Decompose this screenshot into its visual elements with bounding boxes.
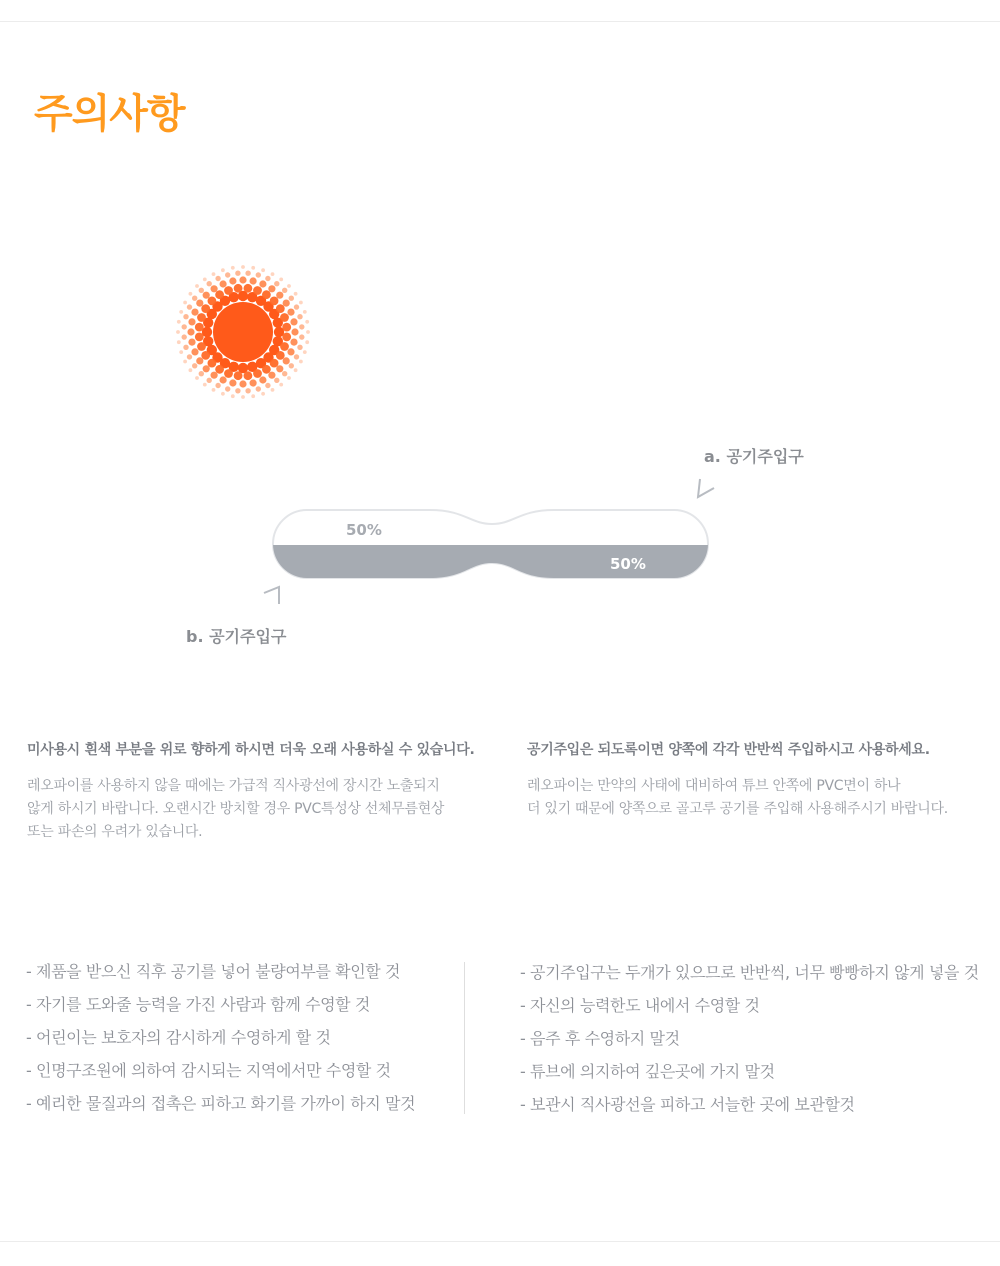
valve-a-label: a. 공기주입구 [704, 447, 804, 466]
storage-note-body [27, 775, 487, 844]
caution-list-right [520, 963, 979, 1128]
bottom-half-label: 50% [610, 555, 646, 573]
caution-item: - 보관시 직사광선을 피하고 서늘한 곳에 보관할것 [520, 1095, 855, 1114]
inflation-note-heading: 공기주입은 되도록이면 양쪽에 각각 반반씩 주입하시고 사용하세요. [527, 742, 930, 758]
valve-a-pointer [698, 479, 714, 497]
caution-item: - 제품을 받으신 직후 공기를 넣어 불량여부를 확인할 것 [26, 962, 401, 981]
caution-item: - 공기주입구는 두개가 있으므로 반반씩, 너무 빵빵하지 않게 넣을 것 [520, 963, 979, 982]
valve-b-label: b. 공기주입구 [186, 627, 287, 646]
caution-item: - 자기를 도와줄 능력을 가진 사람과 함께 수영할 것 [26, 995, 370, 1014]
inflation-note [527, 739, 987, 821]
bottom-rule [0, 1241, 1000, 1242]
list-divider [464, 962, 465, 1114]
inflation-note-line: 레오파이는 만약의 사태에 대비하여 튜브 안쪽에 PVC면이 하나 [527, 778, 901, 794]
caution-item: - 자신의 능력한도 내에서 수영할 것 [520, 996, 760, 1015]
caution-item: - 인명구조원에 의하여 감시되는 지역에서만 수영할 것 [26, 1061, 391, 1080]
caution-list-left [26, 962, 415, 1127]
inflation-note-line: 더 있기 때문에 양쪽으로 골고루 공기를 주입해 사용해주시기 바랍니다. [527, 801, 948, 817]
caution-item: - 음주 후 수영하지 말것 [520, 1029, 680, 1048]
storage-note-line: 레오파이를 사용하지 않을 때에는 가급적 직사광선에 장시간 노출되지 [27, 778, 440, 794]
sun-icon [176, 265, 310, 399]
valve-b-pointer [264, 587, 279, 604]
page-title: 주의사항 [34, 91, 185, 137]
caution-item: - 튜브에 의지하여 깊은곳에 가지 말것 [520, 1062, 775, 1081]
tube-shape [270, 510, 715, 585]
storage-note [27, 739, 487, 844]
storage-note-heading: 미사용시 흰색 부분을 위로 향하게 하시면 더욱 오래 사용하실 수 있습니다. [27, 742, 475, 758]
storage-note-line: 또는 파손의 우려가 있습니다. [27, 824, 203, 840]
top-half-label: 50% [346, 521, 382, 539]
caution-item: - 어린이는 보호자의 감시하게 수영하게 할 것 [26, 1028, 331, 1047]
storage-note-line: 않게 하시기 바랍니다. 오랜시간 방치할 경우 PVC특성상 선체무름현상 [27, 801, 445, 817]
inflation-note-body [527, 775, 987, 821]
caution-item: - 예리한 물질과의 접촉은 피하고 화기를 가까이 하지 말것 [26, 1094, 416, 1113]
